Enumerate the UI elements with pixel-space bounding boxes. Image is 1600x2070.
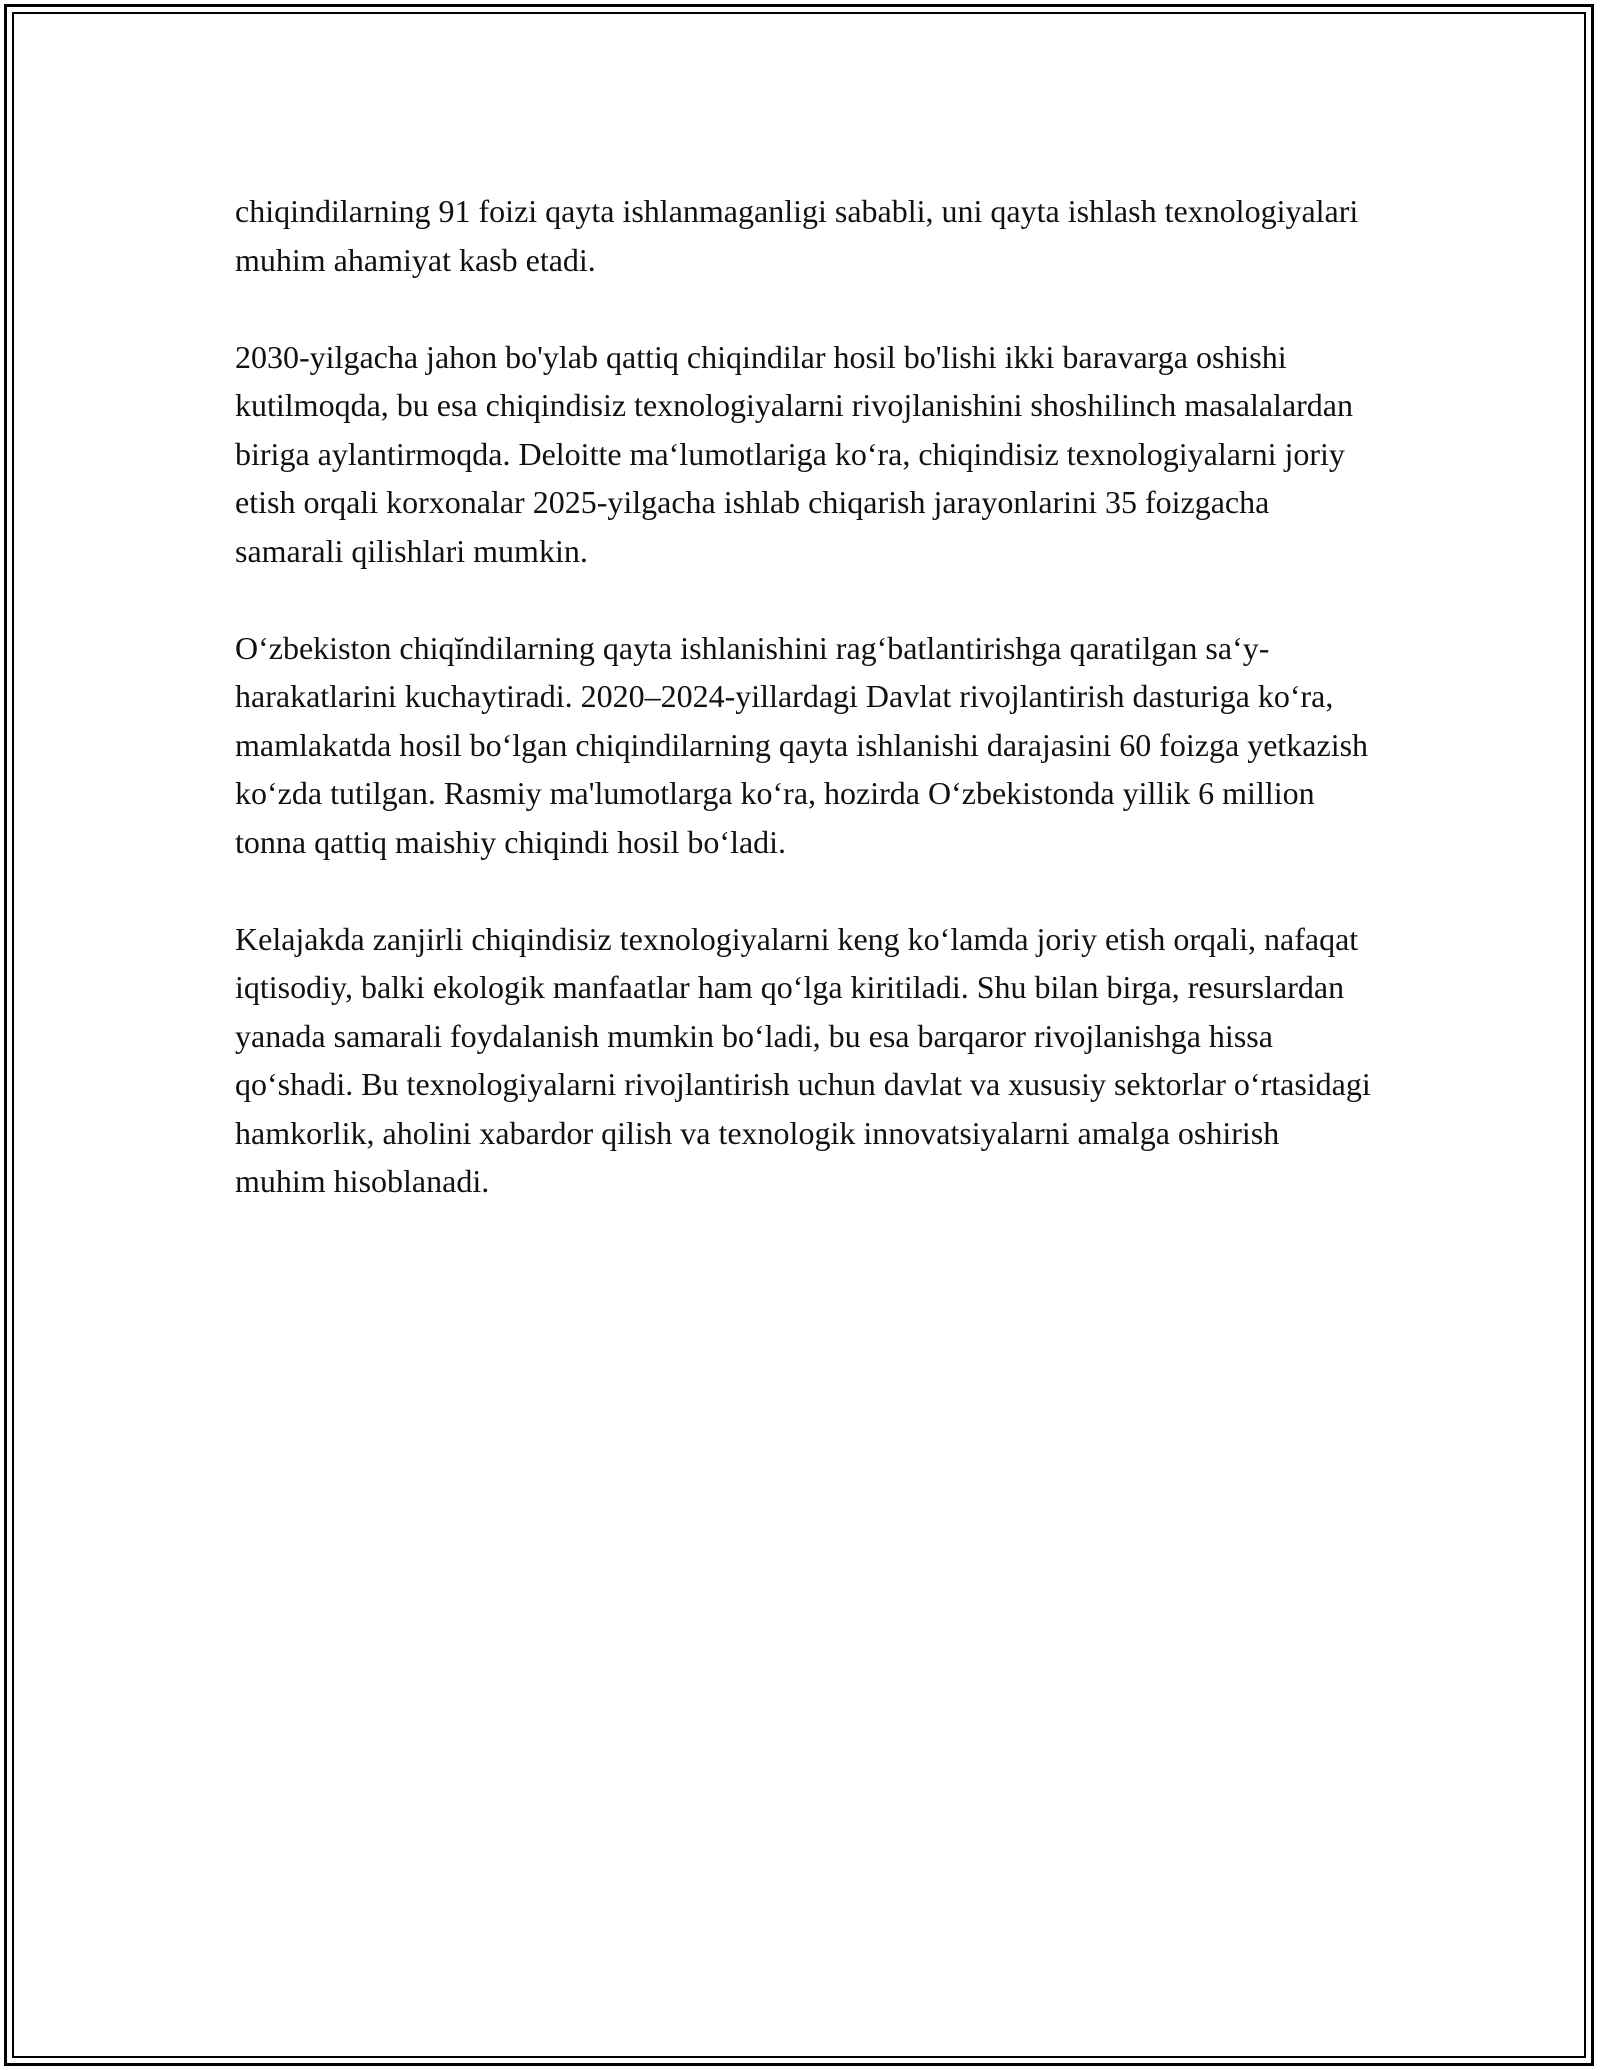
paragraph-uzbekistan-recycling: O‘zbekiston chiqĭndilarning qayta ishlanishini rag‘batlantirishga qaratilgan sa‘y-harakatlarini kuchaytiradi. 2020–2024-yillardagi Davlat rivojlantirish dasturiga ko‘ra, mamlakatda hosil bo‘lgan chiqindilarning qayta ishlanishi darajasini 60 foizga yetkazish ko‘zda tutilgan. Rasmiy ma'lumotlarga ko‘ra, hozirda O‘zbekistonda yillik 6 million tonna qattiq maishiy chiqindi hosil bo‘ladi. — [235, 629, 1369, 860]
paragraph-recycling-rate: chiqindilarning 91 foizi qayta ishlanmaganligi sababli, uni qayta ishlash texnologiyalari muhim ahamiyat kasb etadi. — [235, 193, 1359, 278]
paragraph-global-waste-growth: 2030-yilgacha jahon bo'ylab qattiq chiqindilar hosil bo'lishi ikki baravarga oshishi kutilmoqda, bu esa chiqindisiz texnologiyalarni rivojlanishini shoshilinch masalalardan biriga aylantirmoqda. Deloitte ma‘lumotlariga ko‘ra, chiqindisiz texnologiyalarni joriy etish orqali korxonalar 2025-yilgacha ishlab chiqarish jarayonlarini 35 foizgacha samarali qilishlari mumkin. — [235, 338, 1353, 569]
paragraph-future-outlook: Kelajakda zanjirli chiqindisiz texnologiyalarni keng ko‘lamda joriy etish orqali, nafaqat iqtisodiy, balki ekologik manfaatlar ham qo‘lga kiritiladi. Shu bilan birga, resurslardan yanada samarali foydalanish mumkin bo‘ladi, bu esa barqaror rivojlanishga hissa qo‘shadi. Bu texnologiyalarni rivojlantirish uchun davlat va xususiy sektorlar o‘rtasidagi hamkorlik, aholini xabardor qilish va texnologik innovatsiyalarni amalga oshirish muhim hisoblanadi. — [235, 920, 1371, 1199]
document-body — [235, 187, 1375, 1254]
